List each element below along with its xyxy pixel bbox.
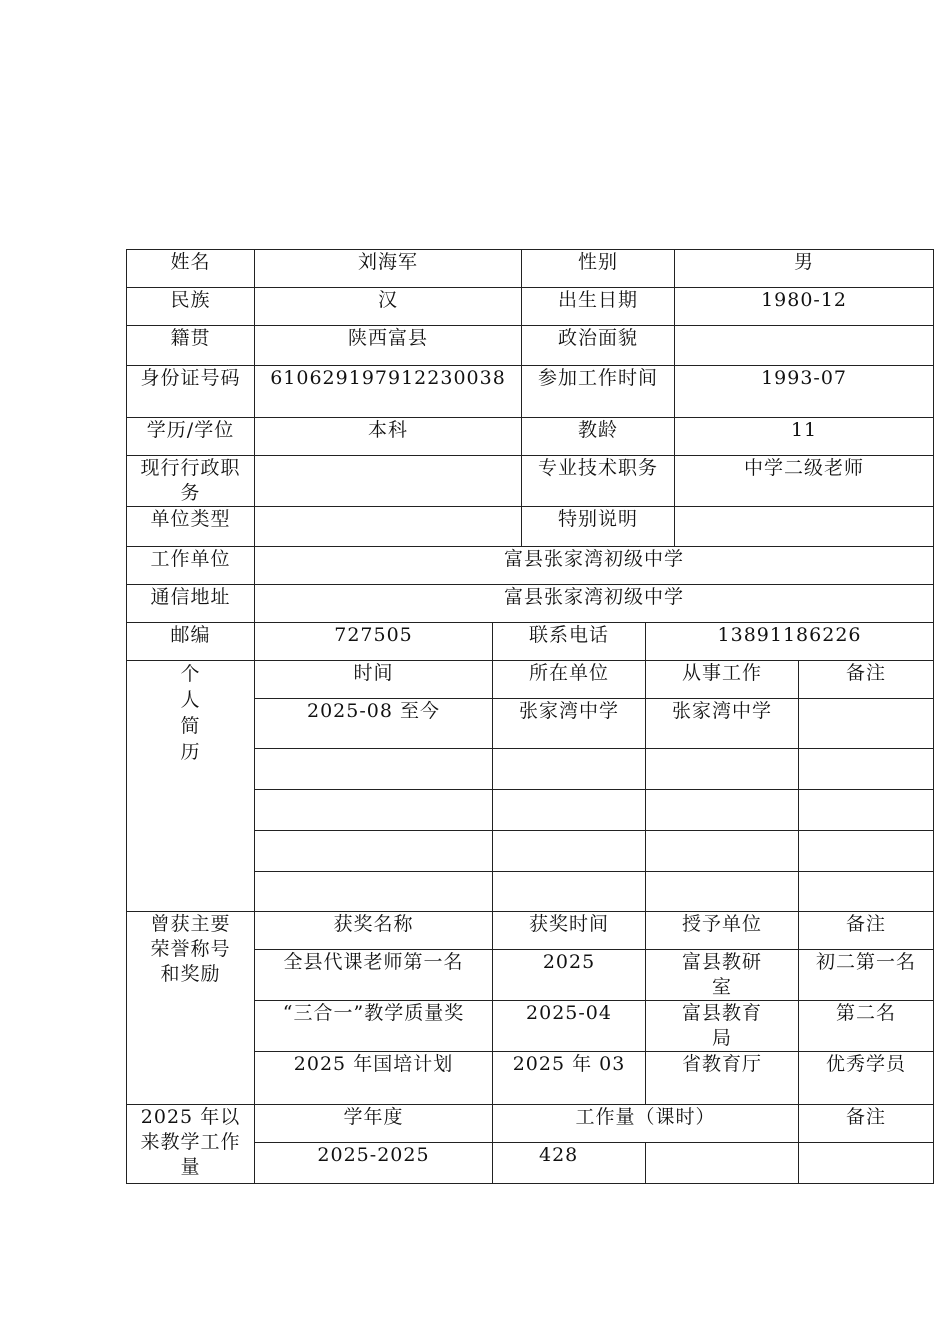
special-value xyxy=(675,507,934,547)
resume-cell xyxy=(255,831,493,872)
native-label: 籍贯 xyxy=(127,326,255,366)
workload-header-remark: 备注 xyxy=(799,1105,934,1143)
birth-label: 出生日期 xyxy=(522,288,675,326)
resume-header-time: 时间 xyxy=(255,661,493,699)
workload-section-label-text: 2025 年以来教学工作量 xyxy=(140,1106,241,1178)
tech-title-label: 专业技术职务 xyxy=(522,456,675,507)
resume-cell xyxy=(799,749,934,790)
honors-header-issuer: 授予单位 xyxy=(646,912,799,950)
resume-cell xyxy=(493,872,646,912)
honors-header-remark: 备注 xyxy=(799,912,934,950)
honors-section-label xyxy=(127,912,255,1105)
resume-section-label-text: 个人简历 xyxy=(180,663,201,763)
honors-cell: “三合一”教学质量奖 xyxy=(255,1001,493,1052)
resume-cell xyxy=(799,699,934,749)
id-label-text: 身份证号码 xyxy=(140,367,241,389)
gender-value: 男 xyxy=(675,250,934,288)
address-value: 富县张家湾初级中学 xyxy=(255,585,934,623)
resume-cell xyxy=(646,790,799,831)
ethnicity-label: 民族 xyxy=(127,288,255,326)
teaching-years-label: 教龄 xyxy=(522,418,675,456)
phone-value: 13891186226 xyxy=(646,623,934,661)
birth-value: 1980-12 xyxy=(675,288,934,326)
honors-cell: 2025 xyxy=(493,950,646,1001)
postcode-label: 邮编 xyxy=(127,623,255,661)
honors-cell: 初二第一名 xyxy=(799,950,934,1001)
political-label: 政治面貌 xyxy=(522,326,675,366)
special-label: 特别说明 xyxy=(522,507,675,547)
workload-cell: 428 xyxy=(493,1143,646,1184)
teacher-info-form xyxy=(126,249,934,1184)
address-label: 通信地址 xyxy=(127,585,255,623)
resume-cell xyxy=(646,872,799,912)
unit-type-value xyxy=(255,507,522,547)
honors-cell xyxy=(646,1001,799,1052)
teaching-years-value: 11 xyxy=(675,418,934,456)
work-start-value: 1993-07 xyxy=(675,366,934,418)
resume-cell xyxy=(799,872,934,912)
honors-header-name: 获奖名称 xyxy=(255,912,493,950)
honors-cell: 2025 年国培计划 xyxy=(255,1052,493,1105)
resume-header-remark: 备注 xyxy=(799,661,934,699)
resume-cell xyxy=(255,872,493,912)
phone-label: 联系电话 xyxy=(493,623,646,661)
honors-cell: 全县代课老师第一名 xyxy=(255,950,493,1001)
postcode-value: 727505 xyxy=(255,623,493,661)
workload-section-label xyxy=(127,1105,255,1184)
work-start-label: 参加工作时间 xyxy=(522,366,675,418)
resume-section-label xyxy=(127,661,255,912)
resume-cell xyxy=(255,790,493,831)
honors-cell: 2025 年 03 xyxy=(493,1052,646,1105)
admin-post-value xyxy=(255,456,522,507)
workload-cell xyxy=(799,1143,934,1184)
honors-cell: 省教育厅 xyxy=(646,1052,799,1105)
ethnicity-value: 汉 xyxy=(255,288,522,326)
admin-post-label-text: 现行行政职务 xyxy=(140,457,241,504)
resume-cell: 张家湾中学 xyxy=(646,699,799,749)
resume-cell xyxy=(799,790,934,831)
resume-cell: 张家湾中学 xyxy=(493,699,646,749)
resume-cell xyxy=(646,749,799,790)
id-value: 610629197912230038 xyxy=(255,366,522,418)
resume-cell xyxy=(493,790,646,831)
workplace-label: 工作单位 xyxy=(127,547,255,585)
political-value xyxy=(675,326,934,366)
name-value: 刘海军 xyxy=(255,250,522,288)
education-label: 学历/学位 xyxy=(127,418,255,456)
honors-cell: 优秀学员 xyxy=(799,1052,934,1105)
workload-header-hours: 工作量（课时） xyxy=(493,1105,799,1143)
admin-post-label xyxy=(127,456,255,507)
unit-type-label: 单位类型 xyxy=(127,507,255,547)
honors-cell: 第二名 xyxy=(799,1001,934,1052)
id-label xyxy=(127,366,255,418)
resume-cell xyxy=(493,749,646,790)
resume-cell xyxy=(255,749,493,790)
native-value: 陕西富县 xyxy=(255,326,522,366)
workplace-value: 富县张家湾初级中学 xyxy=(255,547,934,585)
honors-header-time: 获奖时间 xyxy=(493,912,646,950)
name-label: 姓名 xyxy=(127,250,255,288)
honors-section-label-text: 曾获主要荣誉称号和奖励 xyxy=(150,913,231,985)
workload-cell: 2025-2025 xyxy=(255,1143,493,1184)
resume-cell xyxy=(799,831,934,872)
tech-title-value: 中学二级老师 xyxy=(675,456,934,507)
resume-cell xyxy=(493,831,646,872)
resume-cell xyxy=(646,831,799,872)
workload-cell xyxy=(646,1143,799,1184)
workload-header-year: 学年度 xyxy=(255,1105,493,1143)
honors-cell-text: 富县教研室 xyxy=(682,951,763,998)
resume-cell: 2025-08 至今 xyxy=(255,699,493,749)
education-value: 本科 xyxy=(255,418,522,456)
gender-label: 性别 xyxy=(522,250,675,288)
honors-cell xyxy=(646,950,799,1001)
resume-header-unit: 所在单位 xyxy=(493,661,646,699)
honors-cell: 2025-04 xyxy=(493,1001,646,1052)
honors-cell-text: 富县教育局 xyxy=(682,1002,763,1049)
resume-header-job: 从事工作 xyxy=(646,661,799,699)
